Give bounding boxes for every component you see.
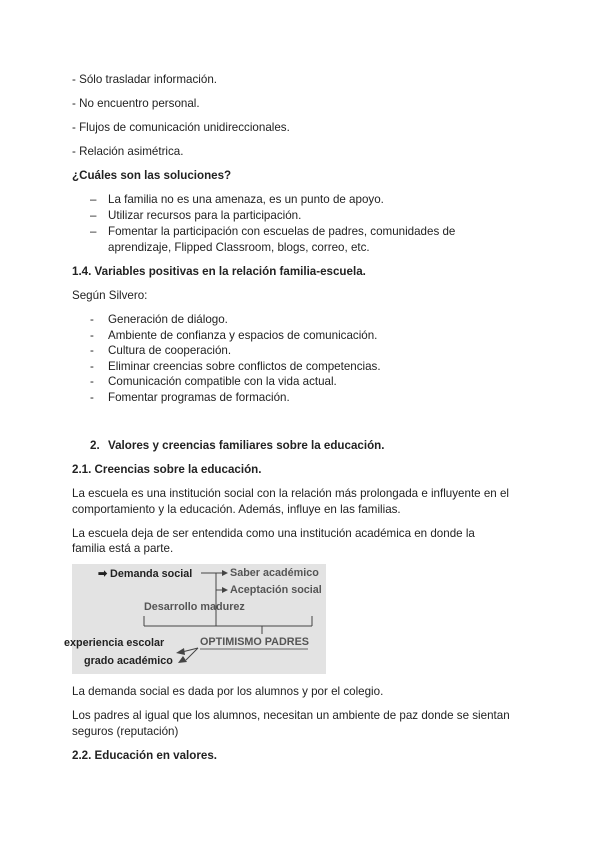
list-item-text: Eliminar creencias sobre conflictos de competencias. — [108, 359, 381, 373]
list-item-text: Utilizar recursos para la participación. — [108, 209, 302, 222]
list-item-text: Fomentar programas de formación. — [108, 390, 290, 404]
list-marker: - — [90, 359, 94, 373]
paragraph-line: familia está a parte. — [72, 542, 174, 555]
section-heading: Valores y creencias familiares sobre la educación. — [108, 439, 385, 452]
section-heading: 2.1. Creencias sobre la educación. — [72, 463, 262, 476]
list-marker: - — [90, 328, 94, 342]
list-marker: - — [90, 390, 94, 404]
list-item-text: Fomentar la participación con escuelas de padres, comunidades de — [108, 225, 456, 238]
list-marker: - — [90, 344, 94, 357]
intro-item: - Sólo trasladar información. — [72, 73, 217, 86]
arrowhead-icon — [178, 656, 187, 663]
list-marker: – — [90, 209, 97, 222]
diagram-label-aceptacion: Aceptación social — [230, 584, 322, 596]
intro-item: - No encuentro personal. — [72, 97, 200, 110]
diagram-label-optimismo: OPTIMISMO PADRES — [200, 636, 309, 648]
list-marker: - — [90, 375, 94, 388]
diagram-label-demanda: ➡ Demanda social — [98, 568, 193, 580]
paragraph-line: La escuela es una institución social con la relación más prolongada e influyente en el — [72, 487, 509, 500]
arrowhead-icon — [176, 648, 185, 655]
list-item-text: La familia no es una amenaza, es un punto de apoyo. — [108, 193, 384, 206]
arrowhead-icon — [222, 570, 228, 576]
paragraph-line: La escuela deja de ser entendida como una institución académica en donde la — [72, 526, 475, 540]
list-marker: – — [90, 193, 97, 206]
diagram-label-grado: grado académico — [84, 655, 173, 667]
section-heading: 2.2. Educación en valores. — [72, 748, 217, 762]
paragraph-line: seguros (reputación) — [72, 724, 179, 738]
paragraph-line: Los padres al igual que los alumnos, necesitan un ambiente de paz donde se sientan — [72, 709, 510, 722]
solutions-heading: ¿Cuáles son las soluciones? — [72, 169, 232, 182]
list-item-text: Comunicación compatible con la vida actual. — [108, 375, 337, 388]
paragraph-line: comportamiento y la educación. Además, influye en las familias. — [72, 502, 401, 516]
intro-item: - Flujos de comunicación unidireccionales. — [72, 121, 290, 134]
education-beliefs-diagram — [64, 564, 326, 674]
diagram-label-experiencia: experiencia escolar — [64, 637, 165, 649]
list-item-text: Ambiente de confianza y espacios de comunicación. — [108, 328, 378, 342]
intro-item: - Relación asimétrica. — [72, 145, 184, 158]
diagram-label-desarrollo: Desarrollo madurez — [144, 601, 245, 613]
list-marker: – — [90, 225, 97, 238]
list-item-text: aprendizaje, Flipped Classroom, blogs, correo, etc. — [108, 241, 370, 254]
section-number: 2. — [90, 439, 100, 452]
section-heading: 1.4. Variables positivas en la relación familia-escuela. — [72, 265, 366, 278]
diagram-label-saber: Saber académico — [230, 567, 319, 579]
paragraph-line: La demanda social es dada por los alumnos y por el colegio. — [72, 685, 384, 698]
list-marker: - — [90, 313, 94, 326]
section-intro: Según Silvero: — [72, 289, 148, 302]
arrowhead-icon — [222, 587, 228, 593]
list-item-text: Generación de diálogo. — [108, 313, 228, 326]
list-item-text: Cultura de cooperación. — [108, 344, 232, 357]
